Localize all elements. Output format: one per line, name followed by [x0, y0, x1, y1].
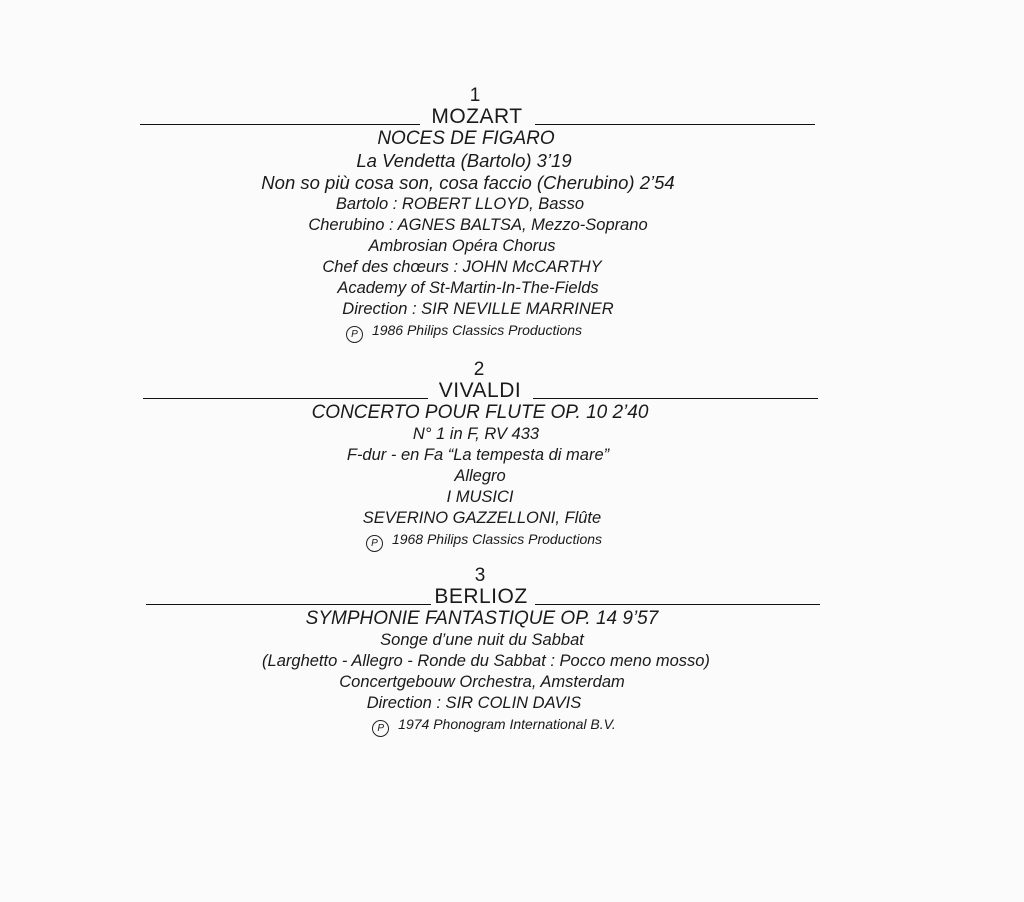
work-title: SYMPHONIE FANTASTIQUE OP. 14 9’57 — [305, 608, 659, 629]
performer-line: I MUSICI — [446, 488, 514, 506]
copyright-text: 1986 Philips Classics Productions — [371, 322, 583, 338]
performer-line: Direction : SIR COLIN DAVIS — [366, 694, 582, 712]
track-number: 2 — [473, 359, 485, 380]
phonogram-copyright-icon: P — [366, 535, 383, 552]
composer-name: MOZART — [431, 105, 523, 128]
composer-row — [0, 586, 960, 608]
copyright-text: 1968 Philips Classics Productions — [391, 531, 603, 547]
track-section-vivaldi — [0, 360, 960, 552]
divider-rule-right — [535, 124, 815, 125]
work-line: Songe d’une nuit du Sabbat — [380, 631, 584, 649]
divider-rule-left — [140, 124, 420, 125]
work-line: N° 1 in F, RV 433 — [412, 425, 540, 443]
divider-rule-right — [533, 398, 818, 399]
divider-rule-right — [535, 604, 820, 605]
performer-line: Academy of St-Martin-In-The-Fields — [337, 279, 599, 297]
work-line: La Vendetta (Bartolo) 3’19 — [356, 150, 572, 171]
composer-name: VIVALDI — [438, 379, 522, 402]
composer-row — [0, 106, 960, 128]
work-line: Non so più cosa son, cosa faccio (Cherubino) 2’54 — [261, 172, 675, 193]
track-number: 3 — [474, 565, 486, 586]
composer-name: BERLIOZ — [434, 585, 528, 608]
copyright-line — [14, 714, 974, 737]
work-line: Allegro — [454, 467, 506, 485]
work-line: (Larghetto - Allegro - Ronde du Sabbat : Pocco meno mosso) — [262, 652, 710, 670]
divider-rule-left — [146, 604, 431, 605]
copyright-text: 1974 Phonogram International B.V. — [398, 716, 616, 732]
phonogram-copyright-icon: P — [372, 720, 389, 737]
track-section-berlioz — [0, 566, 960, 737]
performer-line: Cherubino : AGNES BALTSA, Mezzo-Soprano — [308, 216, 648, 234]
performer-line: Bartolo : ROBERT LLOYD, Basso — [335, 195, 585, 213]
performer-line: Direction : SIR NEVILLE MARRINER — [342, 300, 614, 318]
work-line: F-dur - en Fa “La tempesta di mare” — [346, 446, 610, 464]
work-title: CONCERTO POUR FLUTE OP. 10 2’40 — [311, 402, 649, 423]
performer-line: Ambrosian Opéra Chorus — [368, 237, 556, 255]
phonogram-copyright-icon: P — [346, 326, 363, 343]
track-section-mozart — [0, 86, 960, 343]
composer-row — [0, 380, 960, 402]
copyright-line — [4, 529, 964, 552]
performer-line: Concertgebouw Orchestra, Amsterdam — [339, 673, 625, 691]
track-number: 1 — [469, 85, 481, 106]
copyright-line — [0, 320, 944, 343]
performer-line: Chef des chœurs : JOHN McCARTHY — [322, 258, 602, 276]
divider-rule-left — [143, 398, 428, 399]
work-title: NOCES DE FIGARO — [377, 128, 555, 149]
performer-line: SEVERINO GAZZELLONI, Flûte — [362, 509, 602, 527]
